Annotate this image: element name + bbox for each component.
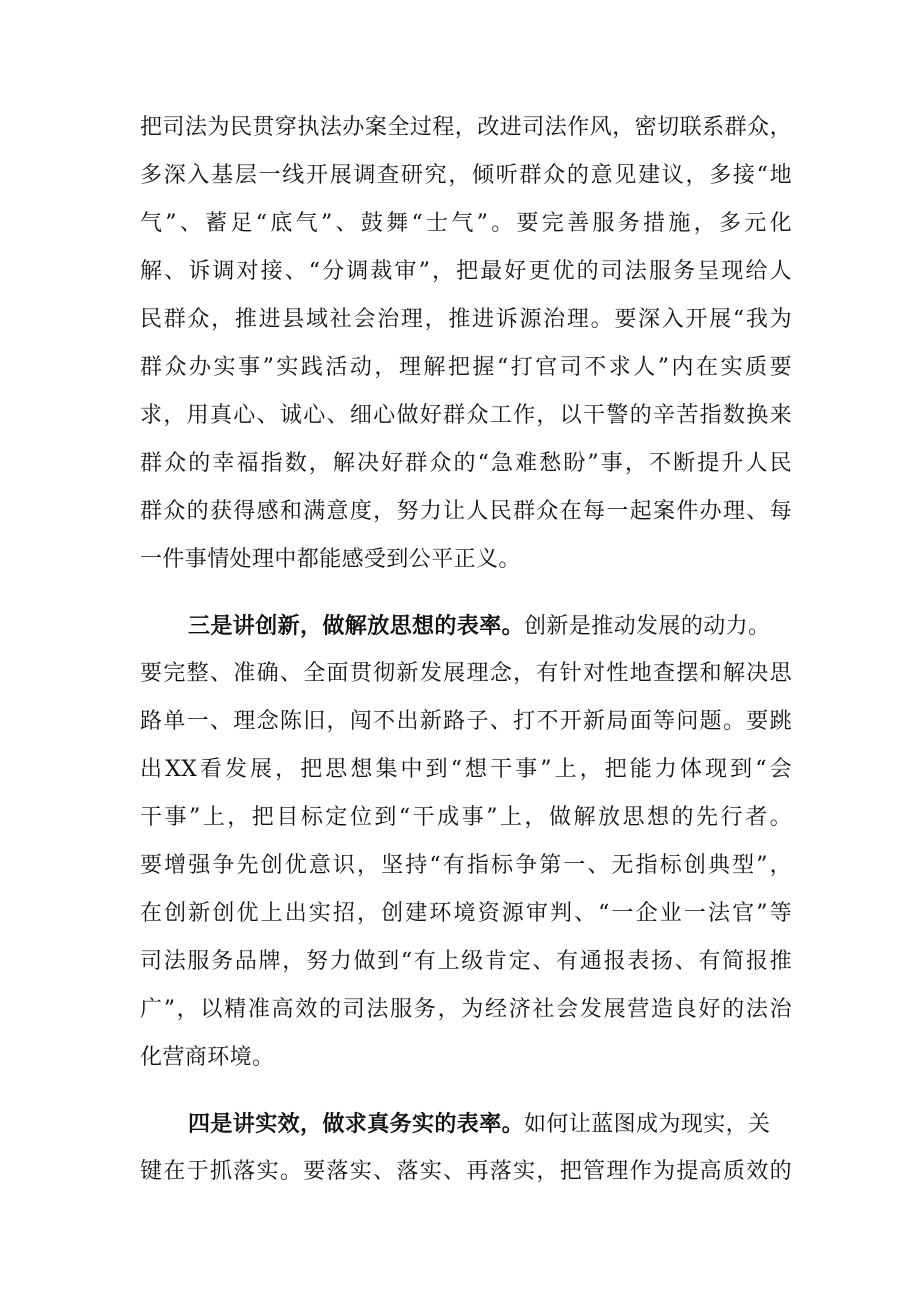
paragraph-heading: 三是讲创新，做解放思想的表率。 [188,613,525,639]
text-line: 多深入基层一线开展调查研究，倾听群众的意见建议，多接“地 [140,163,792,188]
text-line: 要完整、准确、全面贯彻新发展理念，有针对性地查摆和解决思 [140,661,792,686]
paragraph-lead-text: 如何让蓝图成为现实，关 [524,1112,771,1137]
text-line: 群众的获得感和满意度，努力让人民群众在每一起案件办理、每 [140,499,792,524]
text-line: 群众办实事”实践活动，理解把握“打官司不求人”内在实质要 [140,355,792,380]
text-line: 民群众，推进县域社会治理，推进诉源治理。要深入开展“我为 [140,307,792,332]
text-line: 气”、蓄足“底气”、鼓舞“士气”。要完善服务措施，多元化 [140,211,792,236]
text-line: 键在于抓落实。要落实、落实、再落实，把管理作为提高质效的 [140,1159,792,1184]
text-line: 司法服务品牌，努力做到“有上级肯定、有通报表扬、有简报推 [140,949,792,974]
text-line: 把司法为民贯穿执法办案全过程，改进司法作风，密切联系群众， [140,115,792,140]
paragraph-first-line [188,1100,770,1148]
text-line: 要增强争先创优意识，坚持“有指标争第一、无指标创典型”， [140,853,792,878]
text-line: 干事”上，把目标定位到“干成事”上，做解放思想的先行者。 [140,805,792,830]
text-line: 一件事情处理中都能感受到公平正义。 [140,547,521,572]
paragraph-heading: 四是讲实效，做求真务实的表率。 [188,1111,525,1137]
paragraph-lead-text: 创新是推动发展的动力。 [524,614,771,639]
text-line: 广”，以精准高效的司法服务，为经济社会发展营造良好的法治 [140,997,792,1022]
text-line: 解、诉调对接、“分调裁审”，把最好更优的司法服务呈现给人 [140,259,792,284]
text-line: 群众的幸福指数，解决好群众的“急难愁盼”事，不断提升人民 [140,451,792,476]
text-line: 求，用真心、诚心、细心做好群众工作，以干警的辛苦指数换来 [140,403,792,428]
text-line: 在创新创优上出实招，创建环境资源审判、“一企业一法官”等 [140,901,792,926]
text-line: 出XX看发展，把思想集中到“想干事”上，把能力体现到“会 [140,757,792,782]
paragraph-first-line [188,602,770,650]
text-line: 路单一、理念陈旧，闯不出新路子、打不开新局面等问题。要跳 [140,709,792,734]
text-line: 化营商环境。 [140,1045,275,1070]
